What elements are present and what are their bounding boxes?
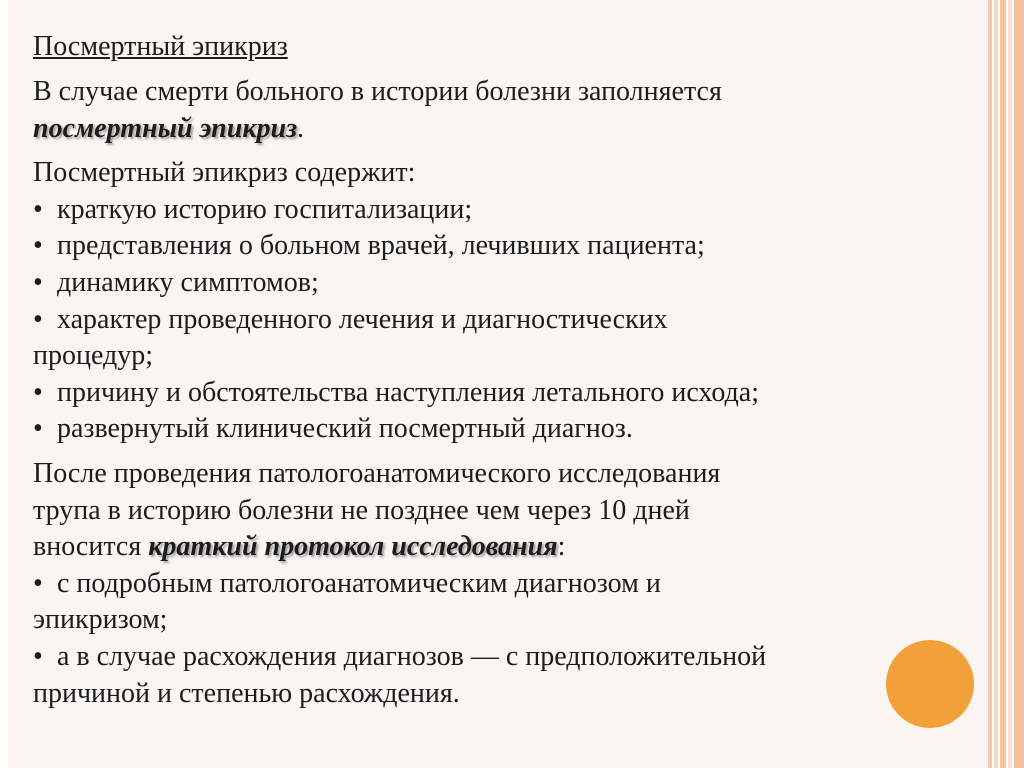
decorative-stripes [988, 0, 1024, 768]
intro-emphasis: посмертный эпикриз [33, 112, 298, 144]
contents-heading: Посмертный эпикриз содержит: [33, 157, 416, 189]
intro-end: . [297, 112, 305, 144]
after-line-2: трупа в историю болезни не позднее чем через 10 дней [33, 494, 690, 526]
page-title: Посмертный эпикриз [33, 31, 288, 62]
after-paragraph [33, 456, 973, 566]
protocol-list [33, 566, 973, 712]
list-item: • динамику симптомов; [33, 266, 319, 298]
intro-text: В случае смерти больного в истории болезни заполняется [33, 76, 722, 107]
list-item-continuation: причиной и степенью расхождения. [33, 677, 460, 709]
intro-paragraph [33, 74, 973, 147]
list-item: • развернутый клинический посмертный диагноз. [33, 413, 633, 445]
list-item: • причину и обстоятельства наступления летального исхода; [33, 376, 759, 408]
list-item: • а в случае расхождения диагнозов — с предположительной [33, 640, 767, 672]
contents-list [33, 192, 973, 448]
list-item: • характер проведенного лечения и диагностических [33, 303, 668, 335]
list-item: • с подробным патологоанатомическим диагнозом и [33, 567, 661, 599]
slide-content [33, 28, 973, 712]
after-line-1: После проведения патологоанатомического исследования [33, 457, 721, 489]
after-line-3-end: : [557, 531, 566, 563]
list-item-continuation: эпикризом; [33, 604, 168, 636]
list-item: • представления о больном врачей, лечивших пациента; [33, 230, 705, 262]
after-line-3: вносится [33, 531, 142, 563]
protocol-emphasis: краткий протокол исследования [148, 531, 558, 563]
list-item: • краткую историю госпитализации; [33, 193, 473, 225]
list-item-continuation: процедур; [33, 340, 154, 372]
